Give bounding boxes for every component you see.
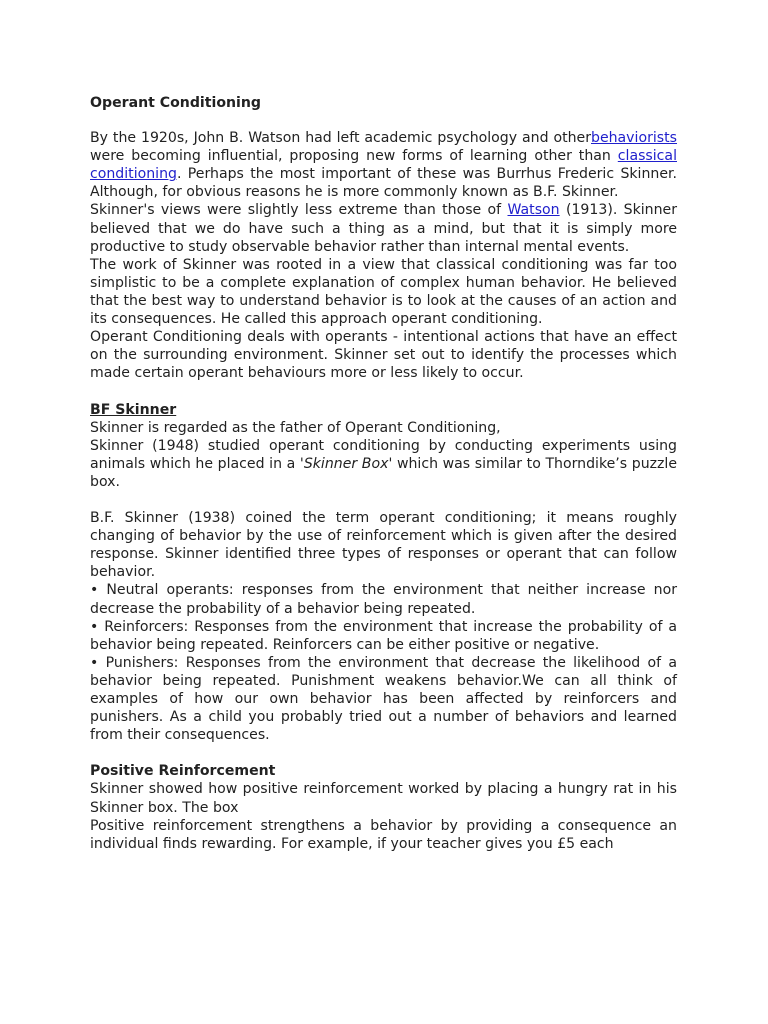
positive-reinforcement-heading: Positive Reinforcement	[90, 763, 276, 780]
behaviorists-link[interactable]: behaviorists	[591, 130, 677, 147]
watson-link[interactable]: Watson	[507, 202, 560, 219]
intro-text-2: were becoming influential, proposing new forms of learning other than	[90, 148, 618, 165]
spacer	[90, 382, 677, 400]
document-page	[90, 90, 677, 853]
bullet-neutral-operants: • Neutral operants: responses from the environment that neither increase nor decrease the probability of a behavior being repeated.	[90, 582, 677, 617]
skinner-box-emphasis: Skinner Box	[303, 455, 389, 472]
bf-skinner-heading: BF Skinner	[90, 401, 177, 418]
classical-critique-paragraph: The work of Skinner was rooted in a view that classical conditioning was far too simplistic to be a complete explanation of complex human behavior. He believed that the best way to understand behavior is to look at the causes of an action and its consequences. He called this approach operant conditioning.	[90, 256, 677, 328]
father-paragraph: Skinner is regarded as the father of Operant Conditioning,	[90, 419, 501, 436]
classical-conditioning-link[interactable]: classical conditioning	[90, 148, 677, 183]
watson-text-1: Skinner's views were slightly less extreme than those of	[90, 202, 508, 219]
spacer	[90, 491, 677, 509]
intro-text-3: . Perhaps the most important of these was Burrhus Frederic Skinner. Although, for obvious reasons he is more commonly known as B.F. Skinner.	[90, 166, 677, 201]
watson-paragraph	[90, 201, 677, 255]
spacer	[90, 744, 677, 762]
intro-text-1: By the 1920s, John B. Watson had left academic psychology and other	[90, 130, 591, 147]
bullet-punishers: • Punishers: Responses from the environment that decrease the likelihood of a behavior being repeated. Punishment weakens behavior.We can all think of examples of how our own behavior has been affected by reinforcers and punishers. As a child you probably tried out a number of behaviors and learned from their consequences.	[90, 654, 677, 744]
skinner-box-text-1: Skinner (1948) studied operant conditioning by conducting experiments using animals which he placed in a '	[90, 437, 677, 472]
bullet-reinforcers: • Reinforcers: Responses from the environment that increase the probability of a behavior being repeated. Reinforcers can be either positive or negative.	[90, 618, 677, 653]
intro-paragraph	[90, 129, 677, 201]
positive-reinforcement-paragraph: Positive reinforcement strengthens a behavior by providing a consequence an individual finds rewarding. For example, if your teacher gives you £5 each	[90, 817, 677, 852]
page-title: Operant Conditioning	[90, 95, 261, 111]
hungry-rat-paragraph: Skinner showed how positive reinforcement worked by placing a hungry rat in his Skinner box. The box	[90, 781, 677, 816]
skinner-box-paragraph	[90, 437, 677, 491]
operants-paragraph: Operant Conditioning deals with operants - intentional actions that have an effect on the surrounding environment. Skinner set out to identify the processes which made certain operant behaviours more or less likely to occur.	[90, 329, 677, 382]
coined-term-paragraph: B.F. Skinner (1938) coined the term operant conditioning; it means roughly changing of behavior by the use of reinforcement which is given after the desired response. Skinner identified three types of responses or operant that can follow behavior.	[90, 510, 677, 581]
watson-text-2: (1913). Skinner believed that we do have such a thing as a mind, but that it is simply more productive to study observable behavior rather than internal mental events.	[90, 202, 677, 255]
skinner-box-text-2: ' which was similar to Thorndike’s puzzle box.	[90, 455, 678, 490]
